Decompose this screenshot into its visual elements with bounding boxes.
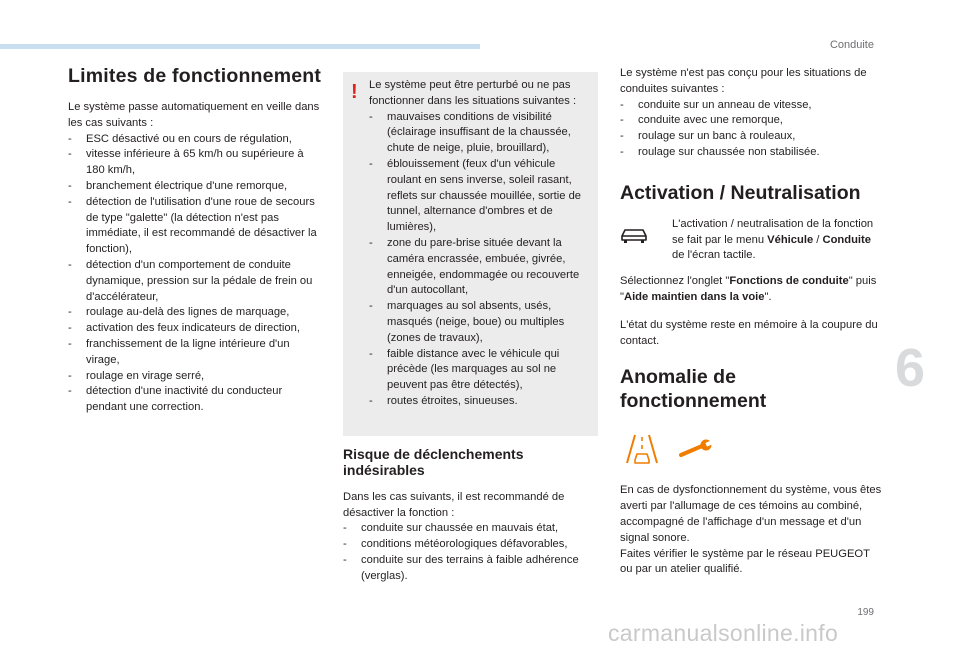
list-item: - conduite sur chaussée en mauvais état, [343,521,598,537]
risk-intro: Dans les cas suivants, il est recommandé de désactiver la fonction : [343,490,565,519]
menu-conduite: Conduite [822,233,871,246]
warning-box [343,72,598,436]
watermark: carmanualsonline.info [608,620,839,646]
anomaly-check-text: Faites vérifier le système par le réseau PEUGEOT ou par un atelier qualifié. [620,547,870,576]
list-item: - franchissement de la ligne intérieure d'un virage, [68,337,324,369]
list-item: - conduite avec une remorque, [620,113,882,129]
list-item: - ESC désactivé ou en cours de régulation, [68,132,324,148]
risk-heading-line2: indésirables [343,461,425,478]
tab-select-text [620,274,882,306]
limits-heading: Limites de fonctionnement [68,65,322,87]
list-item: - conditions météorologiques défavorables, [343,537,598,553]
list-item: - roulage au-delà des lignes de marquage, [68,305,324,321]
anomaly-heading-line2: fonctionnement [620,390,767,413]
list-item: - mauvaises conditions de visibilité (éclairage insuffisant de la chaussée, chute de neige, pluie, brouillard), [369,110,588,157]
list-item: - éblouissement (feux d'un véhicule roulant en sens inverse, soleil rasant, reflets sur chaussée mouillée, sortie de tunnel, alternance d'ombres et de lumières), [369,157,588,236]
lane-keeping-warning-icon [624,433,660,471]
header-accent-bar [0,44,480,49]
anomaly-heading-line1: Anomalie de [620,366,736,389]
list-item: - roulage sur un banc à rouleaux, [620,129,882,145]
select-text-mid: " puis " [620,275,877,303]
list-item: - conduite sur des terrains à faible adhérence (verglas). [343,553,598,585]
anomaly-heading [620,365,882,413]
tab-lane-keeping: Aide maintien dans la voie [623,290,765,303]
list-item: - conduite sur un anneau de vitesse, [620,98,882,114]
limits-list [68,132,324,416]
page-number: 199 [857,607,874,618]
warning-list [369,110,588,410]
list-item: - roulage sur chaussée non stabilisée. [620,145,882,161]
right-column [620,66,882,578]
select-text: Sélectionnez l'onglet " [620,275,730,288]
select-text-end: ". [764,290,772,303]
risk-heading-line1: Risque de déclenchements [343,445,524,462]
menu-separator: / [813,233,823,246]
list-item: - détection de l'utilisation d'une roue de secours de type "galette" (la détection n'est pas immédiate, il est recommandé de désactiver la fonction), [68,195,324,258]
section-title: Conduite [829,39,874,51]
anomaly-text: En cas de dysfonctionnement du système, vous êtes averti par l'allumage de ces témoins au combiné, accompagné de l'affichage d'un message et d'un signal sonore. [620,484,882,544]
list-item: - faible distance avec le véhicule qui précède (les marquages au sol ne peuvent pas être détectés), [369,347,588,394]
not-designed-list [620,98,882,161]
middle-column [343,72,598,585]
list-item: - activation des feux indicateurs de direction, [68,321,324,337]
list-item: - zone du pare-brise située devant la caméra encrassée, embuée, givrée, enneigée, endommagée ou recouverte d'un autocollant, [369,236,588,299]
warning-intro: Le système peut être perturbé ou ne pas fonctionner dans les situations suivantes : [369,79,577,107]
list-item: - routes étroites, sinueuses. [369,394,588,410]
risk-heading [343,446,598,478]
activation-menu-block [620,217,882,264]
activation-menu-text [672,217,882,264]
list-item: - roulage en virage serré, [68,369,324,385]
warning-lights [624,435,882,469]
list-item: - branchement électrique d'une remorque, [68,179,324,195]
wrench-icon [678,439,714,465]
car-icon [620,217,672,249]
chapter-number: 6 [895,338,926,398]
list-item: - détection d'un comportement de conduite dynamique, pression sur la pédale de frein ou d'accélérateur, [68,258,324,305]
limits-column [68,64,324,416]
menu-vehicule: Véhicule [767,233,814,246]
not-designed-intro: Le système n'est pas conçu pour les situations de conduites suivantes : [620,67,867,95]
menu-text: L'activation / neutralisation de la fonction se fait par le menu [672,217,874,246]
exclamation-warning-icon: ! [351,81,358,103]
activation-heading: Activation / Neutralisation [620,181,861,204]
tab-driving-functions: Fonctions de conduite [729,275,849,288]
risk-list [343,521,598,584]
list-item: - vitesse inférieure à 65 km/h ou supérieure à 180 km/h, [68,147,324,179]
menu-text-end: de l'écran tactile. [672,249,756,262]
limits-intro: Le système passe automatiquement en veille dans les cas suivants : [68,101,320,129]
list-item: - détection d'une inactivité du conducteur pendant une correction. [68,384,324,416]
memory-text: L'état du système reste en mémoire à la coupure du contact. [620,318,878,347]
list-item: - marquages au sol absents, usés, masqués (neige, boue) ou multiples (zones de travaux), [369,299,588,346]
